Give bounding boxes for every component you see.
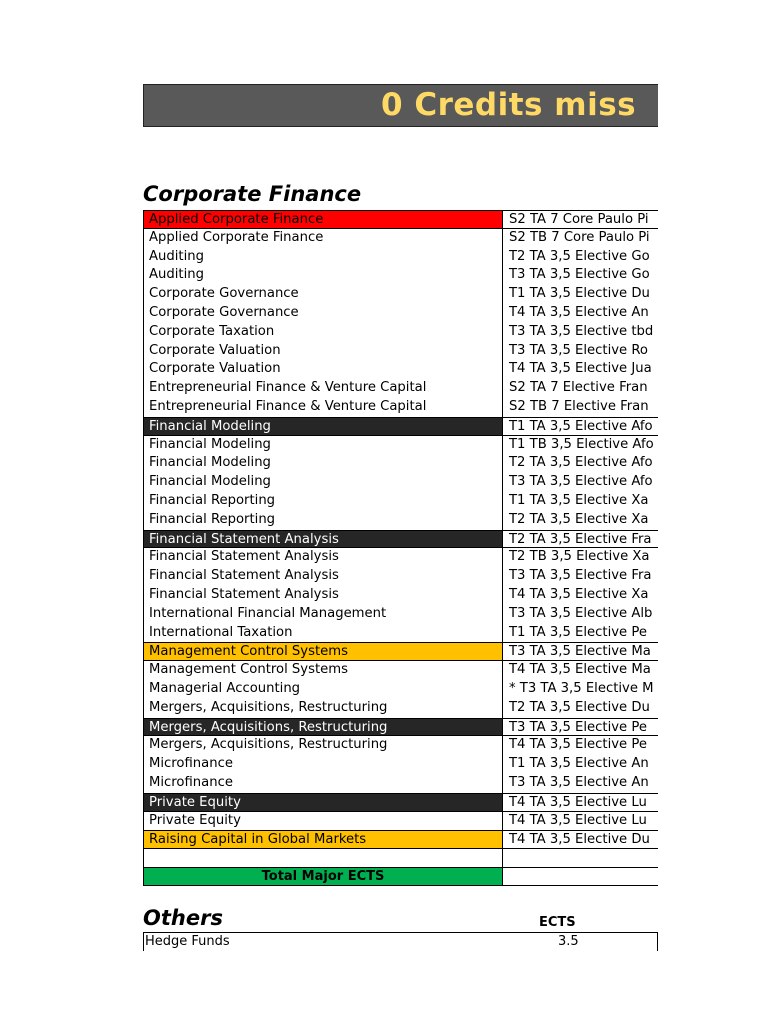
course-name-cell: Financial Reporting xyxy=(143,492,503,511)
course-name-cell: Microfinance xyxy=(143,755,503,774)
table-row xyxy=(143,736,658,755)
section-heading-others: Others xyxy=(143,906,223,930)
course-name-cell: Corporate Governance xyxy=(143,304,503,323)
course-name-cell: Mergers, Acquisitions, Restructuring xyxy=(143,736,503,755)
course-info-cell: T2 TA 3,5 Elective Go xyxy=(509,248,650,264)
table-row xyxy=(143,248,658,267)
course-info-cell: T3 TA 3,5 Elective tbd xyxy=(509,323,654,339)
course-info-cell: T3 TA 3,5 Elective Afo xyxy=(509,474,653,490)
corporate-finance-table xyxy=(143,210,658,868)
course-info-cell: T2 TA 3,5 Elective Fra xyxy=(503,530,658,549)
banner-title: 0 Credits miss xyxy=(381,87,637,123)
course-name-cell: Private Equity xyxy=(143,812,503,831)
course-name-cell: Financial Statement Analysis xyxy=(143,530,503,549)
course-info-cell: T3 TA 3,5 Elective Fra xyxy=(509,568,652,584)
course-info-cell: T4 TA 3,5 Elective Lu xyxy=(503,793,658,812)
course-info-cell: T3 TA 3,5 Elective Ro xyxy=(509,342,648,358)
course-name-cell: Private Equity xyxy=(143,793,503,812)
course-info-cell: T1 TA 3,5 Elective Xa xyxy=(509,492,649,508)
total-major-ects-label: Total Major ECTS xyxy=(143,867,503,886)
course-info-cell: T2 TA 3,5 Elective Du xyxy=(509,699,650,715)
course-info-cell: T4 TA 3,5 Elective Xa xyxy=(509,586,649,602)
table-row xyxy=(143,492,658,511)
course-info-cell: T1 TA 3,5 Elective An xyxy=(509,756,649,772)
course-name-cell: Financial Statement Analysis xyxy=(143,548,503,567)
course-name-cell: Mergers, Acquisitions, Restructuring xyxy=(143,699,503,718)
total-major-ects-value xyxy=(503,867,658,886)
table-row xyxy=(143,605,658,624)
course-info-cell: T4 TA 3,5 Elective Du xyxy=(503,830,658,849)
course-info-cell: T4 TA 3,5 Elective Ma xyxy=(509,662,651,678)
course-info-cell: T1 TA 3,5 Elective Pe xyxy=(509,624,647,640)
others-course-name: Hedge Funds xyxy=(145,934,230,949)
course-info-cell: S2 TA 7 Core Paulo Pi xyxy=(503,210,658,229)
course-info-cell xyxy=(503,849,658,868)
course-info-cell: T4 TA 3,5 Elective Lu xyxy=(509,812,647,828)
course-name-cell: Entrepreneurial Finance & Venture Capital xyxy=(143,398,503,417)
course-name-cell: Microfinance xyxy=(143,774,503,793)
course-name-cell: Applied Corporate Finance xyxy=(143,229,503,248)
course-info-cell: T1 TA 3,5 Elective Du xyxy=(509,286,650,302)
course-name-cell: Financial Modeling xyxy=(143,473,503,492)
table-row xyxy=(143,699,658,718)
course-info-cell: T3 TA 3,5 Elective Ma xyxy=(503,642,658,661)
table-row xyxy=(143,812,658,831)
table-row xyxy=(143,454,658,473)
table-row xyxy=(143,642,658,661)
table-row xyxy=(143,548,658,567)
table-row xyxy=(143,304,658,323)
course-info-cell: T2 TA 3,5 Elective Xa xyxy=(509,511,649,527)
table-row xyxy=(143,417,658,436)
course-info-cell: T2 TA 3,5 Elective Afo xyxy=(509,455,653,471)
course-name-cell: Financial Modeling xyxy=(143,454,503,473)
table-row xyxy=(143,360,658,379)
course-name-cell: Mergers, Acquisitions, Restructuring xyxy=(143,718,503,737)
table-row xyxy=(143,718,658,737)
table-row xyxy=(143,849,658,868)
table-row xyxy=(143,229,658,248)
course-info-cell: S2 TB 7 Core Paulo Pi xyxy=(509,229,650,245)
table-row xyxy=(143,379,658,398)
table-row xyxy=(143,661,658,680)
course-name-cell: Corporate Valuation xyxy=(143,360,503,379)
course-name-cell: Corporate Governance xyxy=(143,285,503,304)
course-name-cell: Corporate Valuation xyxy=(143,342,503,361)
table-row xyxy=(143,586,658,605)
course-info-cell: T3 TA 3,5 Elective Pe xyxy=(503,718,658,737)
table-row xyxy=(143,511,658,530)
course-info-cell: T3 TA 3,5 Elective An xyxy=(509,774,649,790)
course-name-cell: International Financial Management xyxy=(143,605,503,624)
course-name-cell: International Taxation xyxy=(143,624,503,643)
course-name-cell: Applied Corporate Finance xyxy=(143,210,503,229)
course-info-cell: T1 TA 3,5 Elective Afo xyxy=(503,417,658,436)
credits-banner xyxy=(143,84,658,127)
course-name-cell: Financial Modeling xyxy=(143,417,503,436)
total-row xyxy=(143,867,658,886)
table-row xyxy=(143,774,658,793)
course-info-cell: T1 TB 3,5 Elective Afo xyxy=(509,436,654,452)
others-course-ects: 3.5 xyxy=(558,934,579,949)
course-info-cell: * T3 TA 3,5 Elective M xyxy=(509,680,654,696)
course-info-cell: S2 TB 7 Elective Fran xyxy=(509,398,649,414)
course-name-cell: Management Control Systems xyxy=(143,642,503,661)
table-row xyxy=(143,342,658,361)
table-row xyxy=(143,624,658,643)
course-info-cell: T4 TA 3,5 Elective An xyxy=(509,304,649,320)
course-name-cell: Financial Statement Analysis xyxy=(143,586,503,605)
course-name-cell: Raising Capital in Global Markets xyxy=(143,830,503,849)
others-row xyxy=(143,932,658,951)
table-row xyxy=(143,210,658,229)
course-name-cell: Financial Statement Analysis xyxy=(143,567,503,586)
table-row xyxy=(143,830,658,849)
table-row xyxy=(143,266,658,285)
course-name-cell: Auditing xyxy=(143,248,503,267)
course-info-cell: T4 TA 3,5 Elective Pe xyxy=(509,737,647,753)
table-row xyxy=(143,793,658,812)
table-row xyxy=(143,567,658,586)
course-info-cell: T3 TA 3,5 Elective Go xyxy=(509,267,650,283)
table-row xyxy=(143,473,658,492)
table-row xyxy=(143,680,658,699)
course-name-cell: Management Control Systems xyxy=(143,661,503,680)
course-info-cell: T2 TB 3,5 Elective Xa xyxy=(509,549,650,565)
table-row xyxy=(143,436,658,455)
course-name-cell: Entrepreneurial Finance & Venture Capital xyxy=(143,379,503,398)
course-name-cell: Financial Modeling xyxy=(143,436,503,455)
course-name-cell: Corporate Taxation xyxy=(143,323,503,342)
course-info-cell: T4 TA 3,5 Elective Jua xyxy=(509,361,652,377)
course-info-cell: S2 TA 7 Elective Fran xyxy=(509,380,648,396)
table-row xyxy=(143,530,658,549)
section-heading-corporate-finance: Corporate Finance xyxy=(143,182,362,206)
table-row xyxy=(143,285,658,304)
course-name-cell: Financial Reporting xyxy=(143,511,503,530)
course-name-cell: Managerial Accounting xyxy=(143,680,503,699)
course-info-cell: T3 TA 3,5 Elective Alb xyxy=(509,605,653,621)
table-row xyxy=(143,398,658,417)
table-row xyxy=(143,755,658,774)
table-row xyxy=(143,323,658,342)
ects-column-header: ECTS xyxy=(539,915,576,930)
course-name-cell xyxy=(143,849,503,868)
course-name-cell: Auditing xyxy=(143,266,503,285)
